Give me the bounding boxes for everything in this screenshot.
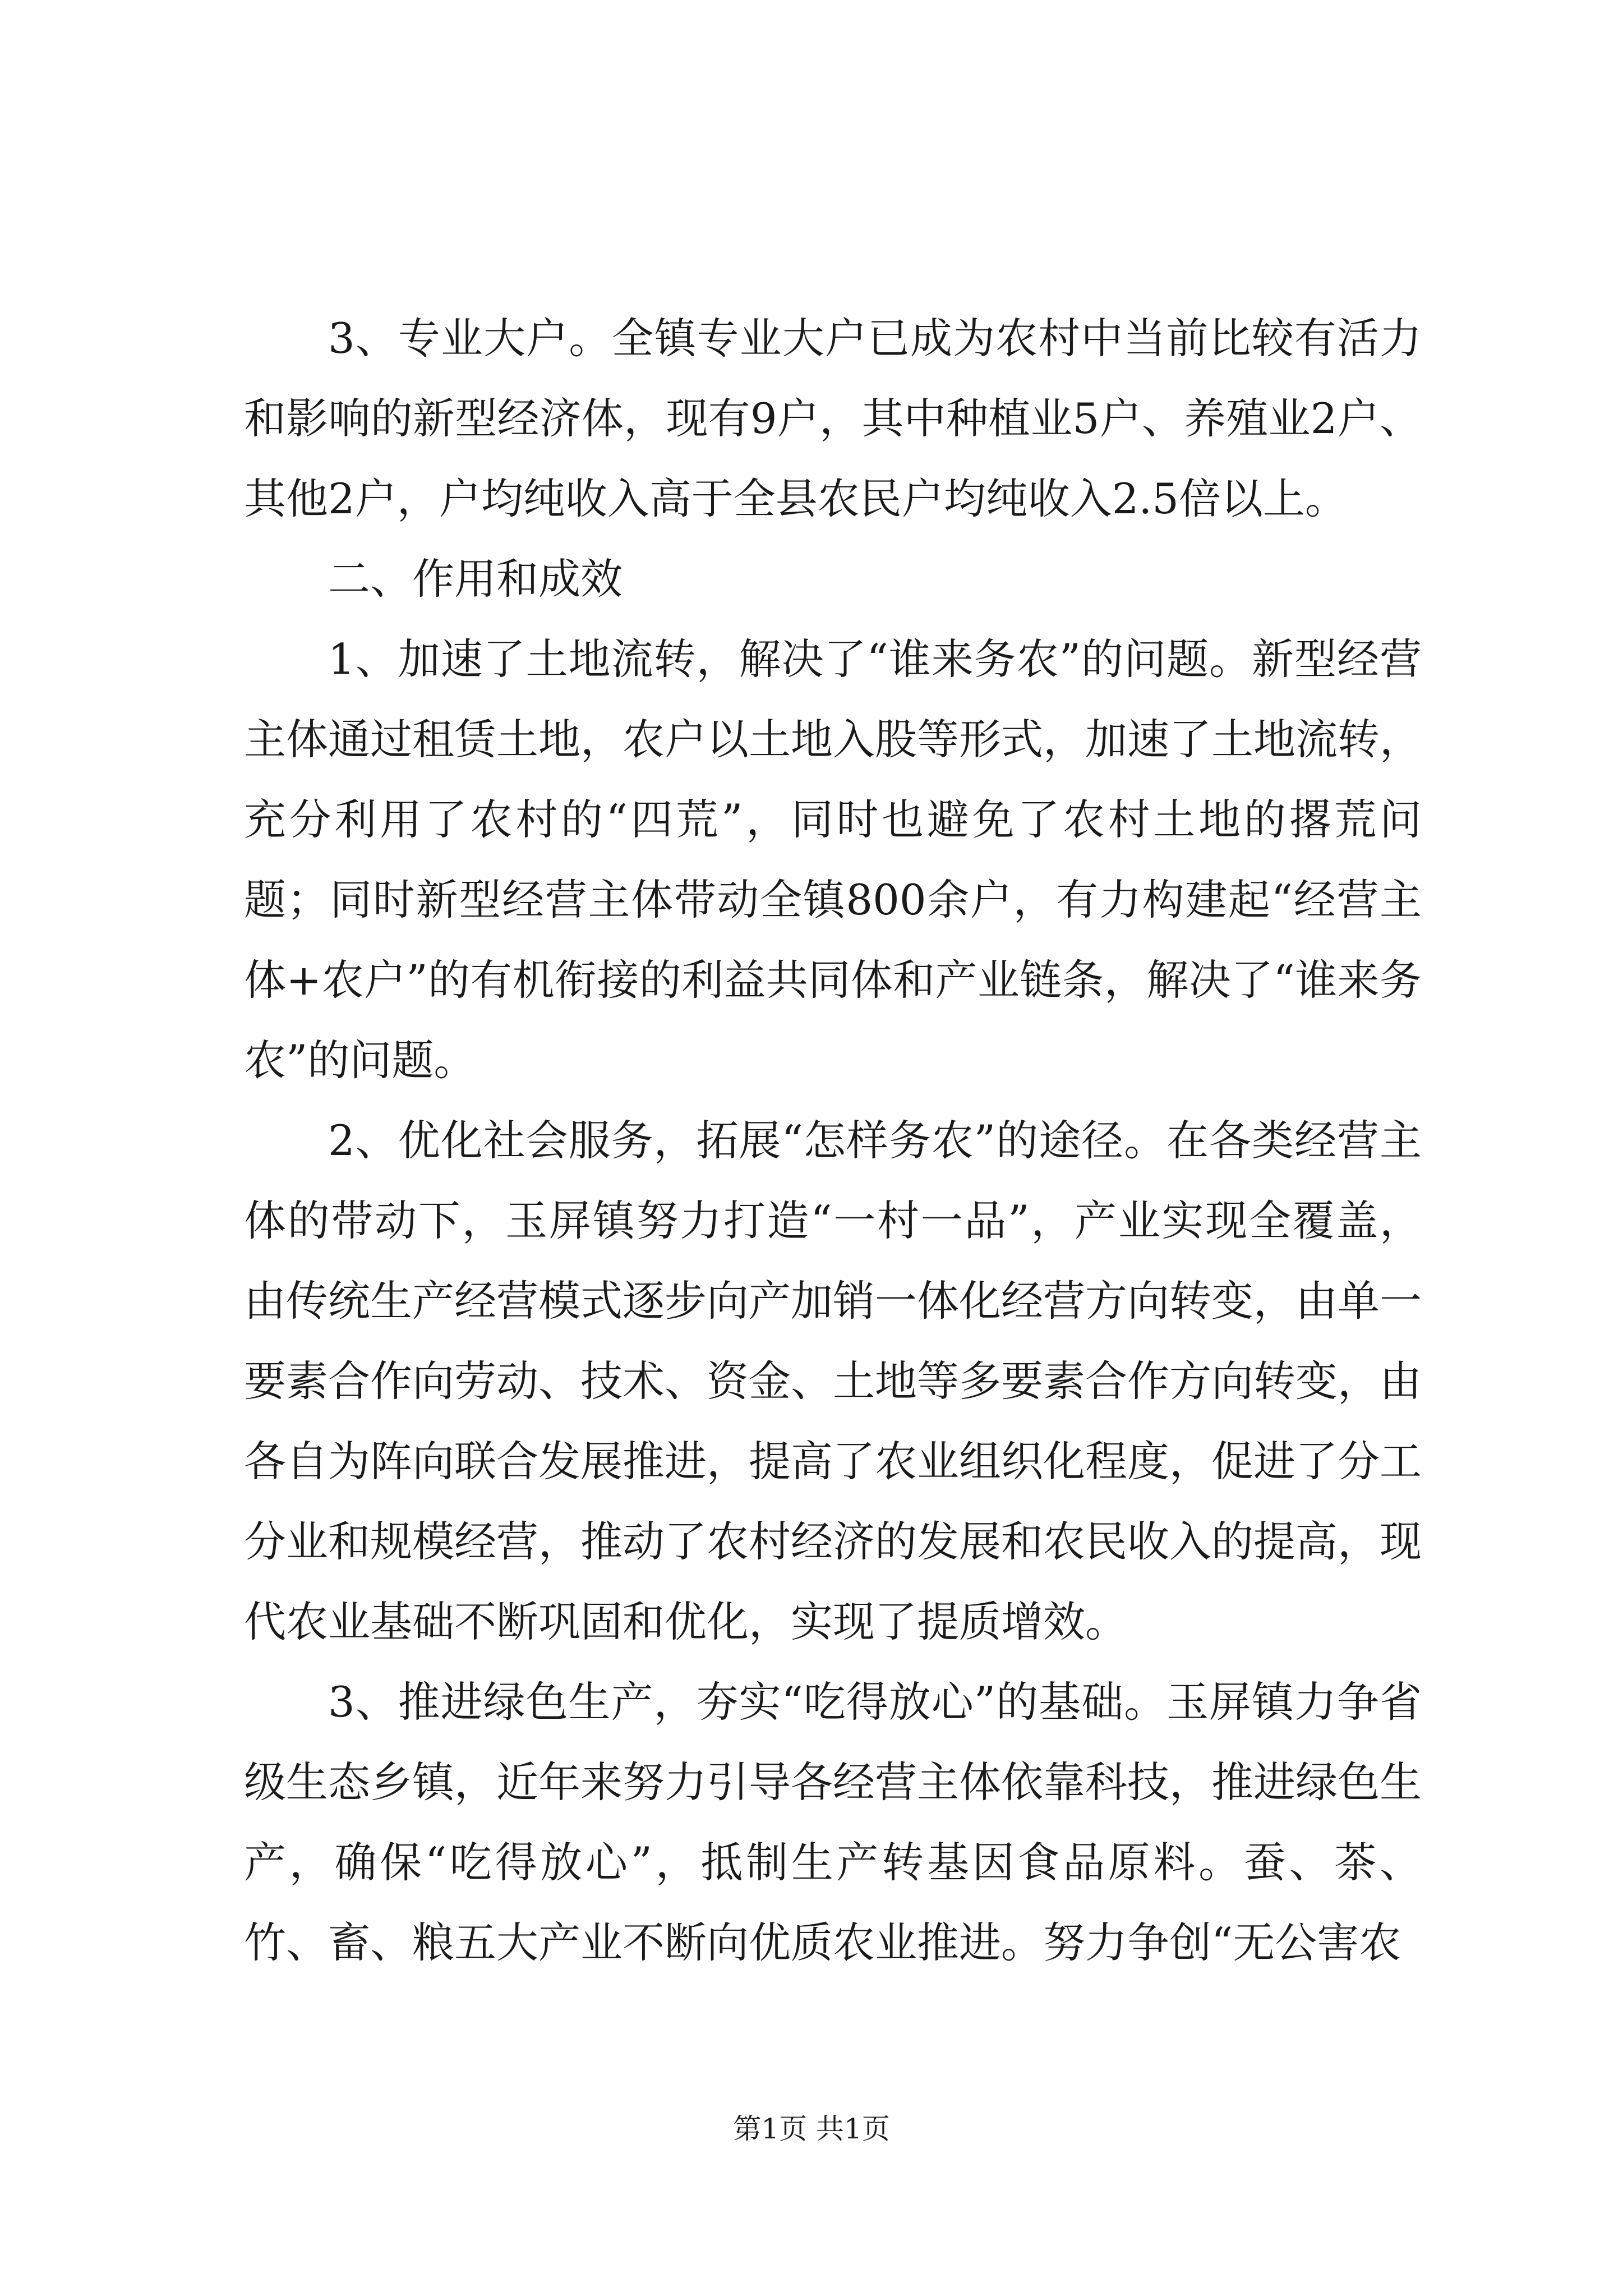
paragraph-specialized-households: 3、专业大户。全镇专业大户已成为农村中当前比较有活力和影响的新型经济体，现有9户，其中种植业5户、养殖业2户、其他2户，户均纯收入高于全县农民户均纯收入2.5倍以上。 xyxy=(244,314,1422,523)
paragraph-land-transfer: 1、加速了土地流转，解决了“谁来务农”的问题。新型经营主体通过租赁土地，农户以土地入股等形式，加速了土地流转，充分利用了农村的“四荒”，同时也避免了农村土地的撂荒问题；同时新型经营主体带动全镇800余户，有力构建起“经营主体+农户”的有机衔接的利益共同体和产业链条，解决了“谁来务农”的问题。 xyxy=(244,634,1422,1085)
section-heading-effects: 二、作用和成效 xyxy=(328,554,623,604)
paragraph-social-services: 2、优化社会服务，拓展“怎样务农”的途径。在各类经营主体的带动下，玉屏镇努力打造“一村一品”，产业实现全覆盖，由传统生产经营模式逐步向产加销一体化经营方向转变，由单一要素合作向劳动、技术、资金、土地等多要素合作方向转变，由各自为阵向联合发展推进，提高了农业组织化程度，促进了分工分业和规模经营，推动了农村经济的发展和农民收入的提高，现代农业基础不断巩固和优化，实现了提质增效。 xyxy=(244,1116,1422,1646)
document-body xyxy=(244,298,1422,1983)
page-footer: 第1页 共1页 xyxy=(733,2113,890,2145)
paragraph-green-production: 3、推进绿色生产，夯实“吃得放心”的基础。玉屏镇力争省级生态乡镇，近年来努力引导各经营主体依靠科技，推进绿色生产，确保“吃得放心”，抵制生产转基因食品原料。蚕、茶、竹、畜、粮五大产业不断向优质农业推进。努力争创“无公害农 xyxy=(244,1677,1422,1967)
